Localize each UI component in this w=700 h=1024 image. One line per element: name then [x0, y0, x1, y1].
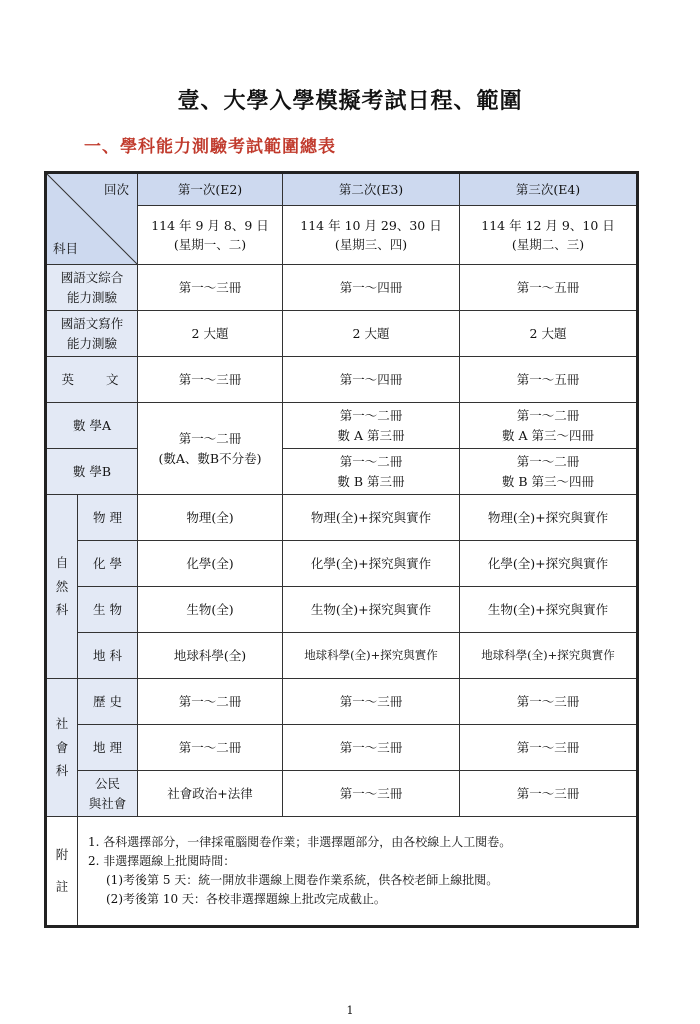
subject-english: 英 文 — [46, 357, 138, 403]
date-text: 114 年 9 月 8、9 日 — [151, 217, 269, 233]
scope-text: 第一～二冊 — [339, 408, 403, 424]
scope-cell: 2 大題 — [283, 311, 460, 357]
scope-text: 第一～二冊 — [178, 431, 242, 447]
subject-history: 歷 史 — [78, 679, 138, 725]
table-row — [46, 771, 638, 817]
subject-math-a: 數 學A — [46, 403, 138, 449]
scope-cell: 第一～二冊 — [138, 725, 283, 771]
scope-cell: 第一～三冊 — [460, 725, 638, 771]
subject-biology: 生 物 — [78, 587, 138, 633]
scope-cell: 物理(全)+探究與實作 — [460, 495, 638, 541]
scope-cell — [460, 449, 638, 495]
group-label: 社會科 — [55, 715, 69, 779]
date-text: 114 年 10 月 29、30 日 — [300, 217, 442, 233]
scope-cell: 化學(全)+探究與實作 — [283, 541, 460, 587]
weekday-text: (星期三、四) — [334, 237, 408, 252]
subject-math-b: 數 學B — [46, 449, 138, 495]
table-row — [46, 403, 638, 449]
scope-cell: 第一～四冊 — [283, 265, 460, 311]
scope-cell: 第一～三冊 — [138, 357, 283, 403]
scope-cell: 第一～三冊 — [460, 679, 638, 725]
subject-chinese-writing — [46, 311, 138, 357]
weekday-text: (星期一、二) — [173, 237, 247, 252]
corner-subject-label: 科目 — [53, 240, 79, 256]
table-row — [46, 495, 638, 541]
scope-cell: 生物(全)+探究與實作 — [283, 587, 460, 633]
exam-scope-table — [44, 171, 639, 928]
subject-physics: 物 理 — [78, 495, 138, 541]
subject-chemistry: 化 學 — [78, 541, 138, 587]
subject-label: 能力測驗 — [66, 289, 117, 305]
table-row — [46, 357, 638, 403]
date-text: 114 年 12 月 9、10 日 — [481, 217, 615, 233]
scope-cell: 第一～五冊 — [460, 265, 638, 311]
scope-cell: 物理(全)+探究與實作 — [283, 495, 460, 541]
scope-cell: 生物(全) — [138, 587, 283, 633]
table-row — [46, 633, 638, 679]
scope-cell: 社會政治+法律 — [138, 771, 283, 817]
round-header-e4: 第三次(E4) — [460, 173, 638, 206]
notes-label: 附註 — [55, 846, 69, 894]
scope-text: 第一～二冊 — [516, 408, 580, 424]
scope-cell: 2 大題 — [460, 311, 638, 357]
subject-label: 國語文綜合 — [60, 270, 124, 286]
page-title: 壹、大學入學模擬考試日程、範圍 — [177, 89, 523, 114]
subject-label: 公民 — [94, 776, 120, 792]
round-date-e2 — [138, 206, 283, 265]
round-date-e4 — [460, 206, 638, 265]
scope-text: 數 A 第三冊 — [337, 427, 405, 443]
scope-cell — [460, 403, 638, 449]
scope-cell: 地球科學(全) — [138, 633, 283, 679]
note-item: 1. 各科選擇部分，一律採電腦閱卷作業；非選擇題部分，由各校線上人工閱卷。 — [88, 834, 512, 849]
round-header-e3: 第二次(E3) — [283, 173, 460, 206]
table-row — [46, 311, 638, 357]
scope-text: 數 B 第三冊 — [337, 473, 405, 489]
page-number: 1 — [346, 1004, 354, 1017]
scope-cell — [283, 403, 460, 449]
note-subitem: (1)考後第 5 天：統一開放非選線上閱卷作業系統，供各校老師上線批閱。 — [106, 873, 499, 887]
subject-civics — [78, 771, 138, 817]
round-header-e2: 第一次(E2) — [138, 173, 283, 206]
scope-text: 第一～二冊 — [339, 454, 403, 470]
scope-cell: 2 大題 — [138, 311, 283, 357]
subject-label: 能力測驗 — [66, 335, 117, 351]
scope-text: 第一～二冊 — [516, 454, 580, 470]
scope-cell: 第一～四冊 — [283, 357, 460, 403]
table-row — [46, 679, 638, 725]
table-row — [46, 541, 638, 587]
table-row — [46, 265, 638, 311]
scope-cell: 地球科學(全)+探究與實作 — [460, 633, 638, 679]
notes-label-cell — [46, 817, 78, 927]
notes-row — [46, 817, 638, 927]
scope-cell: 第一～二冊 — [138, 679, 283, 725]
scope-cell: 第一～三冊 — [283, 725, 460, 771]
note-item: 2. 非選擇題線上批閱時間： — [88, 853, 236, 868]
subject-label: 與社會 — [88, 795, 127, 811]
group-social — [46, 679, 78, 817]
subject-earth-science: 地 科 — [78, 633, 138, 679]
note-subitem: (2)考後第 10 天：各校非選擇題線上批改完成截止。 — [106, 892, 386, 907]
scope-cell: 生物(全)+探究與實作 — [460, 587, 638, 633]
scope-cell: 第一～三冊 — [460, 771, 638, 817]
scope-cell-math-e2 — [138, 403, 283, 495]
scope-cell: 第一～三冊 — [283, 771, 460, 817]
scope-cell: 地球科學(全)+探究與實作 — [283, 633, 460, 679]
scope-cell: 第一～三冊 — [283, 679, 460, 725]
subject-chinese-comprehensive — [46, 265, 138, 311]
scope-cell — [283, 449, 460, 495]
round-date-e3 — [283, 206, 460, 265]
scope-cell: 化學(全)+探究與實作 — [460, 541, 638, 587]
section-title: 一、學科能力測驗考試範圍總表 — [84, 137, 336, 157]
table-row — [46, 725, 638, 771]
header-corner-cell — [46, 173, 138, 265]
weekday-text: (星期二、三) — [511, 237, 585, 252]
group-label: 自然科 — [55, 554, 69, 618]
table-row — [46, 587, 638, 633]
corner-round-label: 回次 — [103, 182, 129, 197]
scope-cell: 物理(全) — [138, 495, 283, 541]
scope-cell: 化學(全) — [138, 541, 283, 587]
notes-body — [78, 817, 638, 927]
subject-label: 國語文寫作 — [60, 316, 124, 332]
scope-text: (數A、數B不分卷) — [158, 450, 262, 466]
scope-cell: 第一～三冊 — [138, 265, 283, 311]
scope-cell: 第一～五冊 — [460, 357, 638, 403]
scope-text: 數 A 第三～四冊 — [502, 427, 594, 443]
scope-text: 數 B 第三～四冊 — [501, 473, 595, 489]
group-science — [46, 495, 78, 679]
table-row — [46, 449, 638, 495]
subject-geography: 地 理 — [78, 725, 138, 771]
